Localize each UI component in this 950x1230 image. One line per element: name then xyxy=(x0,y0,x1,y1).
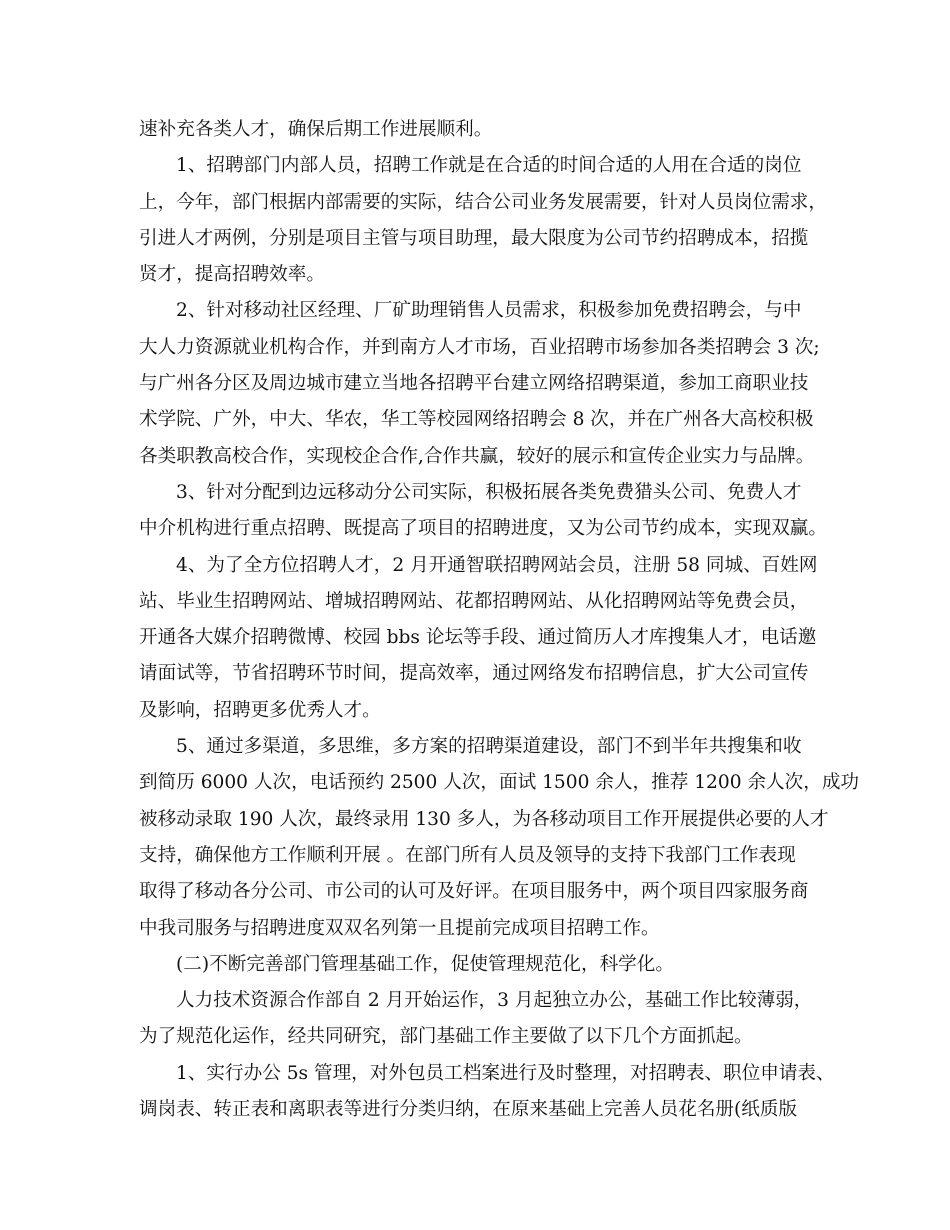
text-line: 引进人才两例，分别是项目主管与项目助理，最大限度为公司节约招聘成本，招揽 xyxy=(139,227,809,249)
text-line: 5、通过多渠道，多思维，多方案的招聘渠道建设，部门不到半年共搜集和收 xyxy=(176,736,802,758)
text-line: 大人力资源就业机构合作，并到南方人才市场，百业招聘市场参加各类招聘会 3 次; xyxy=(139,336,820,358)
text-line: 支持，确保他方工作顺利开展 。在部门所有人员及领导的支持下我部门工作表现 xyxy=(139,844,796,866)
text-line: 上，今年，部门根据内部需要的实际，结合公司业务发展需要，针对人员岗位需求， xyxy=(139,191,827,213)
text-line: 各类职教高校合作，实现校企合作,合作共赢，较好的展示和宣传企业实力与品牌。 xyxy=(139,445,815,467)
text-line: 及影响，招聘更多优秀人才。 xyxy=(139,699,381,721)
text-line: 人力技术资源合作部自 2 月开始运作，3 月起独立办公，基础工作比较薄弱， xyxy=(176,990,813,1012)
text-line: 开通各大媒介招聘微博、校园 bbs 论坛等手段、通过简历人才库搜集人才，电话邀 xyxy=(139,627,817,649)
section-heading: (二)不断完善部门管理基础工作，促使管理规范化，科学化。 xyxy=(176,953,674,975)
text-line: 取得了移动各分公司、市公司的认可及好评。在项目服务中，两个项目四家服务商 xyxy=(139,881,809,903)
text-line: 4、为了全方位招聘人才，2 月开通智联招聘网站会员，注册 58 同城、百姓网 xyxy=(176,554,818,576)
text-line: 中我司服务与招聘进度双双名列第一且提前完成项目招聘工作。 xyxy=(139,917,660,939)
text-line: 与广州各分区及周边城市建立当地各招聘平台建立网络招聘渠道，参加工商职业技 xyxy=(139,373,809,395)
text-line: 到简历 6000 人次，电话预约 2500 人次，面试 1500 余人，推荐 1200 余人次，成功 xyxy=(139,772,860,794)
text-line: 贤才，提高招聘效率。 xyxy=(139,264,325,286)
text-line: 调岗表、转正表和离职表等进行分类归纳，在原来基础上完善人员花名册(纸质版 xyxy=(139,1099,798,1121)
document-body xyxy=(139,112,860,1128)
text-line: 请面试等，节省招聘环节时间，提高效率，通过网络发布招聘信息，扩大公司宣传 xyxy=(139,663,809,685)
text-line: 被移动录取 190 人次，最终录用 130 多人，为各移动项目工作开展提供必要的人才 xyxy=(139,808,829,830)
text-line: 站、毕业生招聘网站、增城招聘网站、花都招聘网站、从化招聘网站等免费会员， xyxy=(139,590,809,612)
text-line: 1、招聘部门内部人员，招聘工作就是在合适的时间合适的人用在合适的岗位 xyxy=(176,155,802,177)
text-line: 1、实行办公 5s 管理，对外包员工档案进行及时整理，对招聘表、职位申请表、 xyxy=(176,1062,835,1084)
text-line: 为了规范化运作，经共同研究，部门基础工作主要做了以下几个方面抓起。 xyxy=(139,1026,753,1048)
text-line: 术学院、广外，中大、华农，华工等校园网络招聘会 8 次，并在广州各大高校积极 xyxy=(139,409,814,431)
text-line: 速补充各类人才，确保后期工作进展顺利。 xyxy=(139,119,493,140)
text-line: 2、针对移动社区经理、厂矿助理销售人员需求，积极参加免费招聘会，与中 xyxy=(176,300,802,322)
text-line: 3、针对分配到边远移动分公司实际，积极拓展各类免费猎头公司、免费人才 xyxy=(176,481,802,503)
text-line: 中介机构进行重点招聘、既提高了项目的招聘进度，又为公司节约成本，实现双赢。 xyxy=(139,518,827,540)
